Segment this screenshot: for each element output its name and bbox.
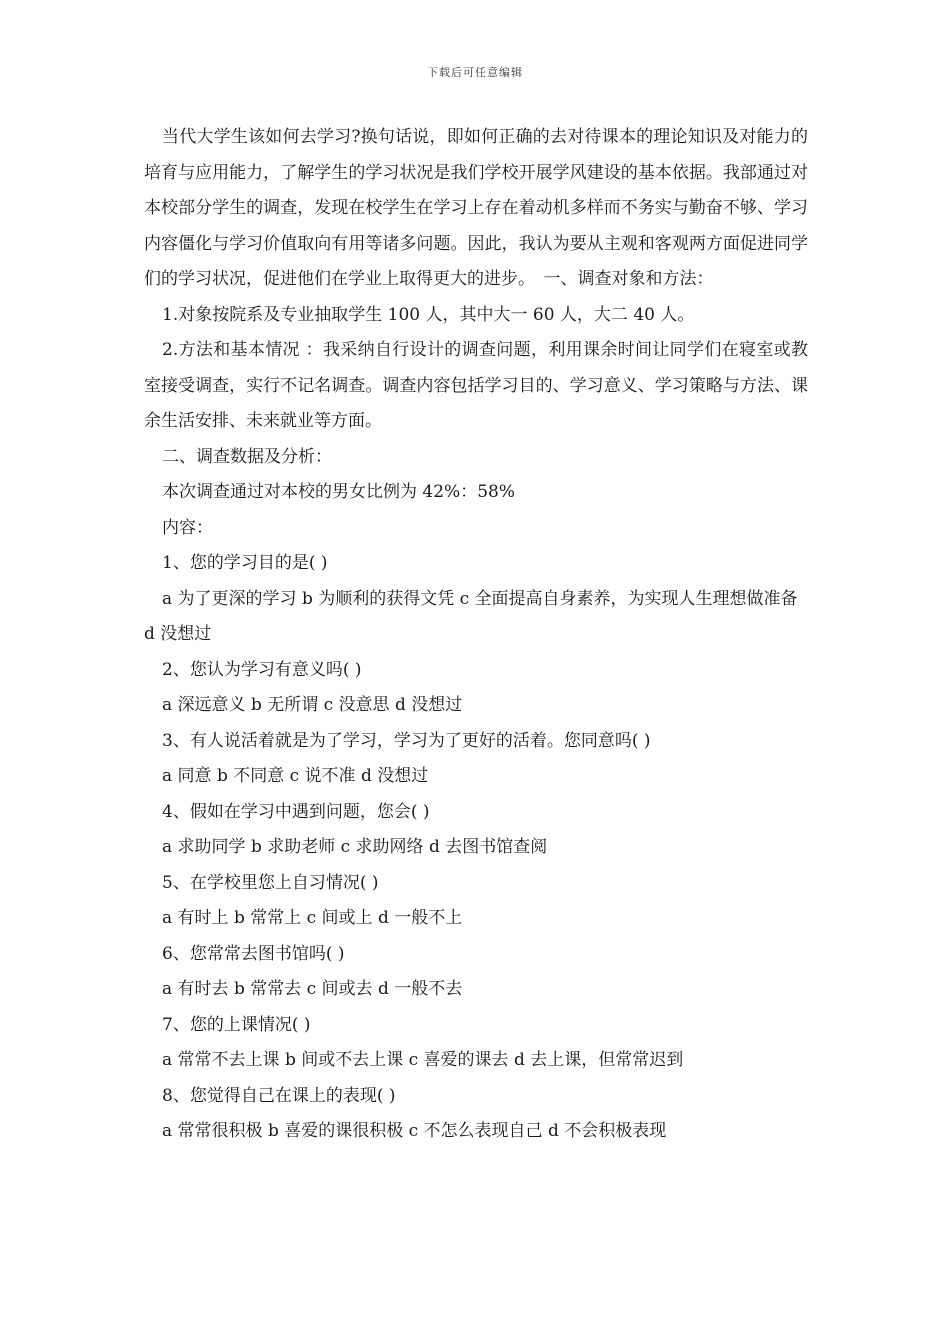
question-3-options: a 同意 b 不同意 c 说不准 d 没想过 [162,766,429,786]
content-label: 内容： [162,517,213,538]
method-item-1: 1.对象按院系及专业抽取学生 100 人，其中大一 60 人，大二 40 人。 [162,304,695,325]
question-1-options: a 为了更深的学习 b 为顺利的获得文凭 c 全面提高自身素养，为实现人生理想做准备 d 没想过 [144,588,798,644]
question-5-options: a 有时上 b 常常上 c 间或上 d 一般不上 [162,908,463,928]
page-header: 下载后可任意编辑 [427,66,523,79]
question-1: 1、您的学习目的是( ) [162,553,328,573]
gender-ratio: 本次调查通过对本校的男女比例为 42%：58% [162,482,515,502]
question-6: 6、您常常去图书馆吗( ) [162,943,345,964]
question-8-options: a 常常很积极 b 喜爱的课很积极 c 不怎么表现自己 d 不会积极表现 [162,1121,667,1141]
intro-paragraph: 当代大学生该如何去学习?换句话说，即如何正确的去对待课本的理论知识及对能力的培育与应用能力，了解学生的学习状况是我们学校开展学风建设的基本依据。我部通过对本校部分学生的调查，发现在校学生在学习上存在着动机多样而不务实与勤奋不够、学习内容僵化与学习价值取向有用等诸多问题。因此，我认为要从主观和客观两方面促进同学们的学习状况，促进他们在学业上取得更大的进步。 一、调查对象和方法： [144,127,808,289]
question-3: 3、有人说活着就是为了学习，学习为了更好的活着。您同意吗( ) [162,730,651,751]
section-heading-2: 二、调查数据及分析： [162,446,332,467]
method-item-2: 2.方法和基本情况 ：我采纳自行设计的调查问题，利用课余时间让同学们在寝室或教室接受调查，实行不记名调查。调查内容包括学习目的、学习意义、学习策略与方法、课余生活安排、未来就业等方面。 [144,340,808,431]
question-2-options: a 深远意义 b 无所谓 c 没意思 d 没想过 [162,695,463,715]
question-2: 2、您认为学习有意义吗( ) [162,659,362,680]
question-5: 5、在学校里您上自习情况( ) [162,872,379,893]
document-body [144,120,808,1150]
question-4: 4、假如在学习中遇到问题，您会( ) [162,801,430,822]
question-8: 8、您觉得自己在课上的表现( ) [162,1085,396,1106]
question-7: 7、您的上课情况( ) [162,1014,311,1035]
question-4-options: a 求助同学 b 求助老师 c 求助网络 d 去图书馆查阅 [162,837,548,857]
question-6-options: a 有时去 b 常常去 c 间或去 d 一般不去 [162,979,463,999]
question-7-options: a 常常不去上课 b 间或不去上课 c 喜爱的课去 d 去上课，但常常迟到 [162,1050,684,1070]
